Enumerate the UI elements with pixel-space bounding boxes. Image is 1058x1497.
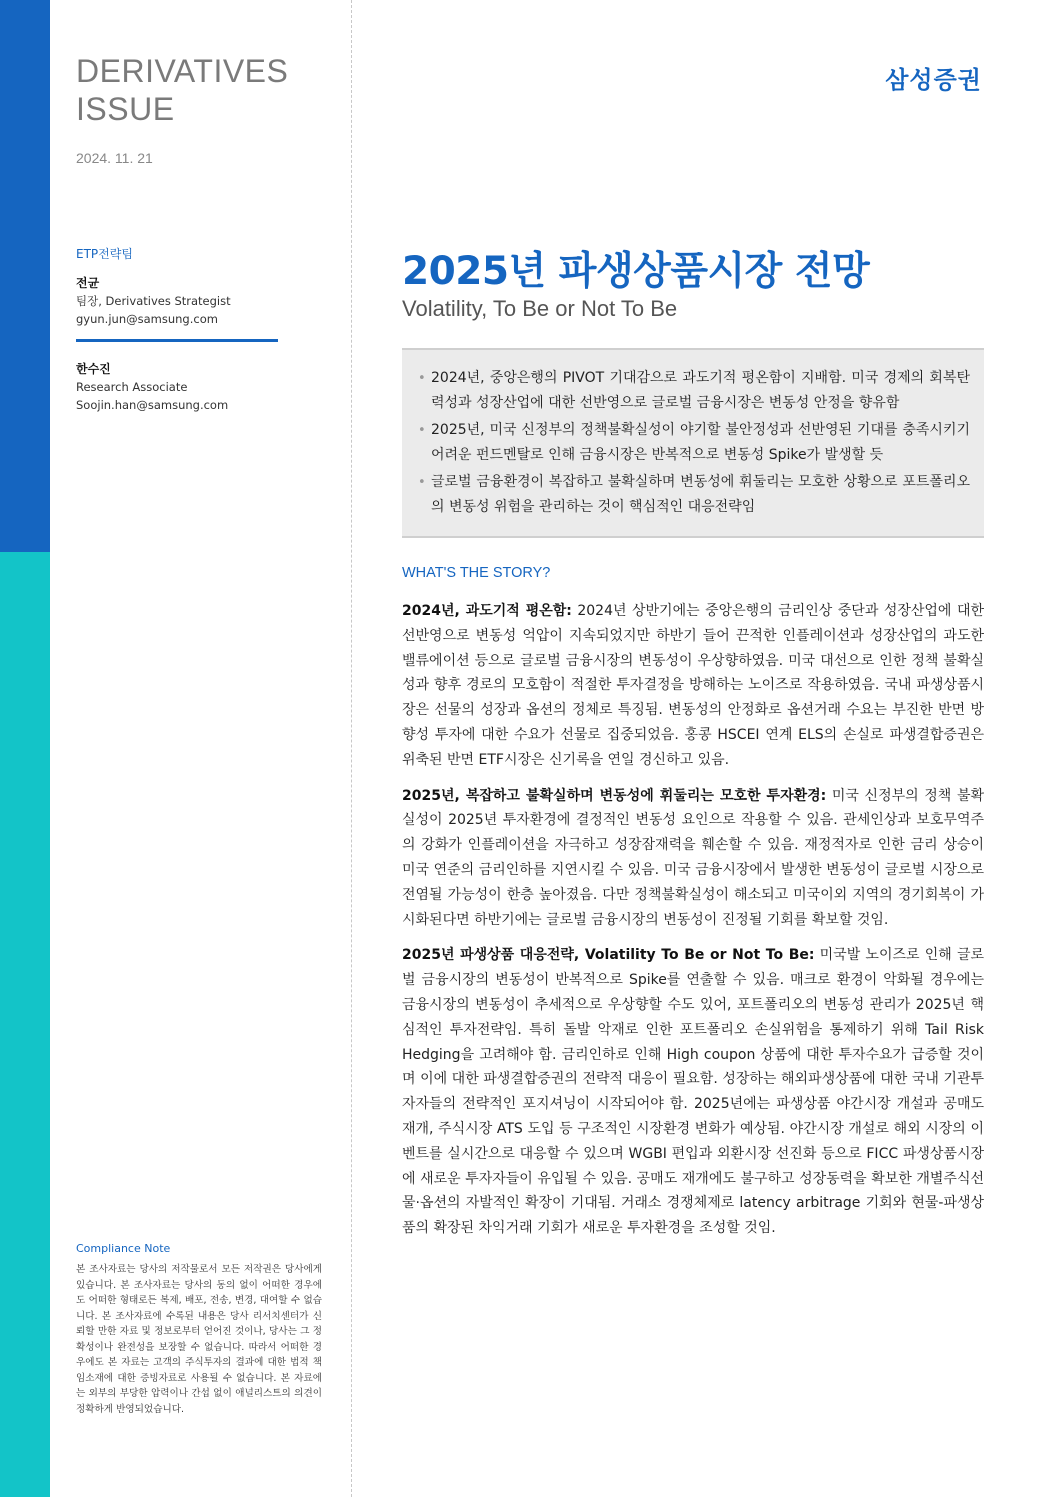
report-subtitle: Volatility, To Be or Not To Be <box>402 296 678 321</box>
paragraph-lead: 2025년, 복잡하고 불확실하며 변동성에 휘둘리는 모호한 투자환경: <box>402 787 827 804</box>
story-paragraph <box>402 784 984 933</box>
series-title: DERIVATIVES ISSUE <box>76 53 289 127</box>
report-title: 2025년 파생상품시장 전망 <box>402 249 870 294</box>
paragraph-text: 미국 신정부의 정책 불확실성이 2025년 투자환경에 결정적인 변동성 요인으로 작용할 수 있음. 관세인상과 보호무역주의 강화가 인플레이션을 자극하고 성장잠재력을 훼손할 수 있음. 재정적자로 인한 금리 상승이 미국 연준의 금리인하를 지연시킬 수 있음. 미국 금융시장에서 발생한 변동성이 글로벌 시장으로 전염될 가능성이 한층 높아졌음. 다만 정책불확실성이 해소되고 미국이외 지역의 경기회복이 가시화된다면 하반기에는 글로벌 금융시장의 변동성이 진정될 기회를 확보할 것임. <box>402 787 984 928</box>
compliance-text: 본 조사자료는 당사의 저작물로서 모든 저작권은 당사에게 있습니다. 본 조사자료는 당사의 동의 없이 어떠한 경우에도 어떠한 형태로든 복제, 배포, 전송, 변경, 대여할 수 없습니다. 본 조사자료에 수록된 내용은 당사 리서치센터가 신뢰할 만한 자료 및 정보로부터 얻어진 것이나, 당사는 그 정확성이나 완전성을 보장할 수 없습니다. 따라서 어떠한 경우에도 본 자료는 고객의 주식투자의 결과에 대한 법적 책임소재에 대한 증빙자료로 사용될 수 없습니다. 본 자료에는 외부의 부당한 압력이나 간섭 없이 애널리스트의 의견이 정확하게 반영되었습니다. <box>76 1264 322 1415</box>
compliance-note <box>76 1242 322 1417</box>
summary-box <box>402 348 984 538</box>
bullet-icon: • <box>418 371 426 386</box>
author-name: 전균 <box>76 276 100 290</box>
publish-date: 2024. 11. 21 <box>76 150 153 166</box>
author-email[interactable]: Soojin.han@samsung.com <box>76 398 229 412</box>
summary-item: • 글로벌 금융환경이 복잡하고 불확실하며 변동성에 휘둘리는 모호한 상황으로 포트폴리오의 변동성 위험을 관리하는 것이 핵심적인 대응전략임 <box>418 470 970 520</box>
paragraph-text: 2024년 상반기에는 중앙은행의 금리인상 중단과 성장산업에 대한 선반영으로 변동성 억압이 지속되었지만 하반기 들어 끈적한 인플레이션과 성장산업의 과도한 밸류에이션 등으로 글로벌 금융시장의 변동성이 우상향하였음. 미국 대선으로 인한 정책 불확실성과 향후 경로의 모호함이 적절한 투자결정을 방해하는 노이즈로 작용하였음. 국내 파생상품시장은 선물의 성장과 옵션의 정체로 특징됨. 변동성의 안정화로 옵션거래 수요는 부진한 반면 방향성 투자에 대한 수요가 선물로 집중되었음. 홍콩 HSCEI 연계 ELS의 손실로 파생결합증권은 위축된 반면 ETF시장은 신기록을 연일 경신하고 있음. <box>402 603 984 768</box>
author-role: 팀장, Derivatives Strategist <box>76 294 231 308</box>
story-paragraph <box>402 599 984 773</box>
bullet-icon: • <box>418 475 426 490</box>
bullet-icon: • <box>418 423 426 438</box>
author-divider <box>76 339 278 342</box>
author-email[interactable]: gyun.jun@samsung.com <box>76 312 218 326</box>
team-name: ETP전략팀 <box>76 247 133 261</box>
author-card <box>76 360 228 414</box>
author-card <box>76 274 231 328</box>
compliance-title: Compliance Note <box>76 1242 171 1255</box>
paragraph-text: 미국발 노이즈로 인해 글로벌 금융시장의 변동성이 반복적으로 Spike를 연출할 수 있음. 매크로 환경이 악화될 경우에는 금융시장의 변동성이 추세적으로 우상향할 수도 있어, 포트폴리오의 변동성 관리가 2025년 핵심적인 투자전략임. 특히 돌발 악재로 인한 포트폴리오 손실위험을 통제하기 위해 Tail Risk Hedging을 고려해야 함. 금리인하로 인해 High coupon 상품에 대한 투자수요가 급증할 것이며 이에 대한 파생결합증권의 전략적 대응이 필요함. 성장하는 해외파생상품에 대한 국내 기관투자자들의 전략적인 포지셔닝이 시작되어야 함. 2025년에는 파생상품 야간시장 개설과 공매도 재개, 주식시장 ATS 도입 등 구조적인 시장환경 변화가 예상됨. 야간시장 개설로 해외 시장의 이벤트를 실시간으로 대응할 수 있으며 WGBI 편입과 외환시장 선진화 등으로 FICC 파생상품시장에 새로운 투자자들이 유입될 수 있음. 공매도 재개에도 불구하고 성장동력을 확보한 개별주식선물·옵션의 자발적인 확장이 기대됨. 거래소 경쟁체제로 latency arbitrage 기회와 현물-파생상품의 확장된 차익거래 기회가 새로운 투자환경을 조성할 것임. <box>402 947 984 1237</box>
story-body <box>402 599 984 1252</box>
summary-item: • 2025년, 미국 신정부의 정책불확실성이 야기할 불안정성과 선반영된 기대를 충족시키기 어려운 펀드멘탈로 인해 금융시장은 반복적으로 변동성 Spike가 발생할 듯 <box>418 418 970 468</box>
sidebar-accent-teal <box>0 552 50 1497</box>
paragraph-lead: 2025년 파생상품 대응전략, Volatility To Be or Not To Be: <box>402 947 815 964</box>
story-heading: WHAT'S THE STORY? <box>402 565 551 581</box>
summary-item: • 2024년, 중앙은행의 PIVOT 기대감으로 과도기적 평온함이 지배함. 미국 경제의 회복탄력성과 성장산업에 대한 선반영으로 글로벌 금융시장은 변동성 안정을 향유함 <box>418 366 970 416</box>
sidebar-accent-blue <box>0 0 50 552</box>
author-role: Research Associate <box>76 380 188 394</box>
brand-logo: 삼성증권 <box>885 66 982 94</box>
story-paragraph <box>402 943 984 1241</box>
author-name: 한수진 <box>76 362 111 376</box>
column-divider <box>351 0 352 1497</box>
paragraph-lead: 2024년, 과도기적 평온함: <box>402 603 572 619</box>
